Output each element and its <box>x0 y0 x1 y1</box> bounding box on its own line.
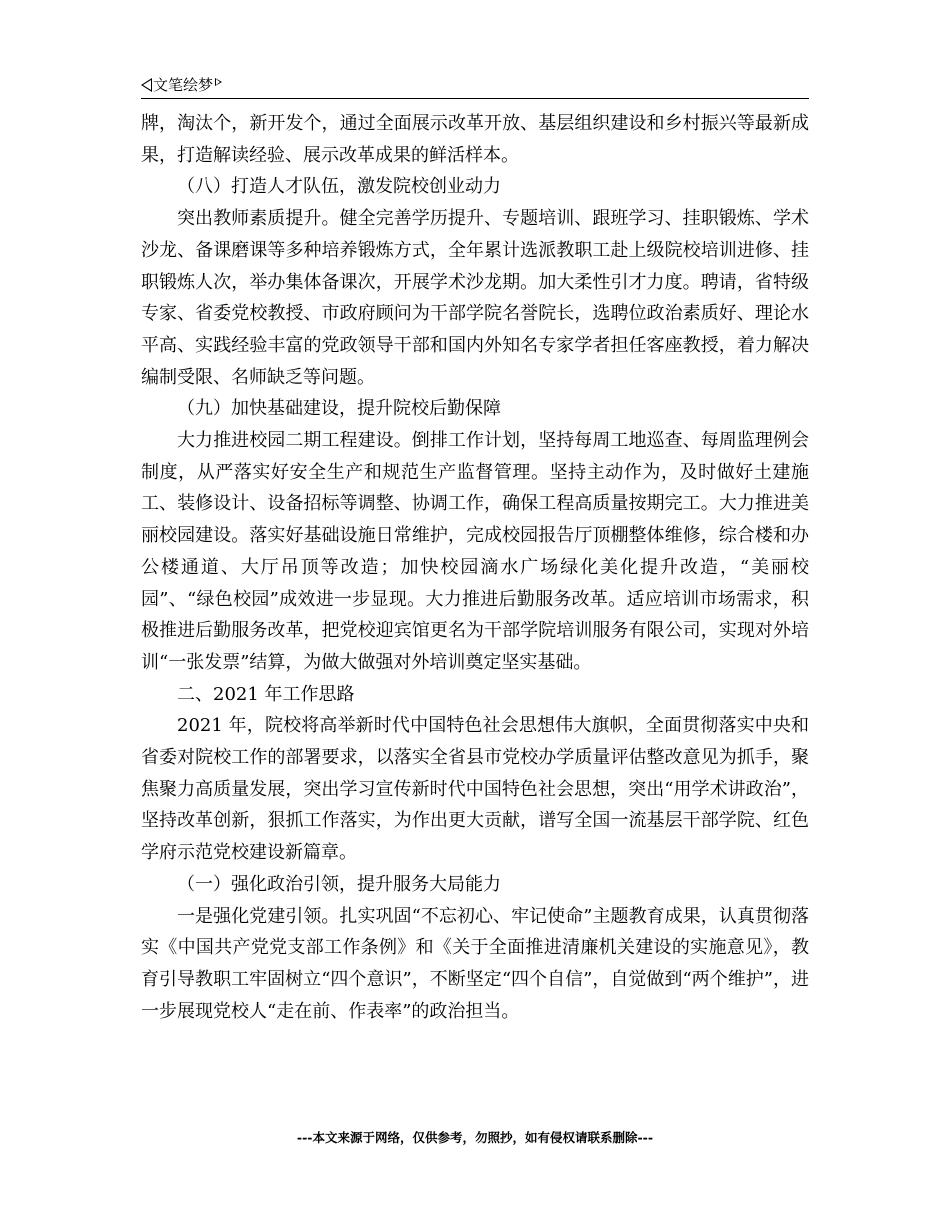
section-heading: （八）打造人才队伍，激发院校创业动力 <box>177 176 501 198</box>
header-brand <box>141 74 222 96</box>
body-paragraph: 突出教师素质提升。健全完善学历提升、专题培训、跟班学习、挂职锻炼、学术沙龙、备课磨课等多种培养锻炼方式，全年累计选派教职工赴上级院校培训进修、挂职锻炼人次，举办集体备课次，开展学术沙龙期。加大柔性引才力度。聘请，省特级专家、省委党校教授、市政府顾问为干部学院名誉院长，选聘位政治素质好、理论水平高、实践经验丰富的党政领导干部和国内外知名专家学者担任客座教授，着力解决编制受限、名师缺乏等问题。 <box>141 208 809 388</box>
brand-text: 文笔绘梦 <box>153 76 214 94</box>
triangle-right-outline-icon <box>215 78 222 86</box>
section-heading: （一）强化政治引领，提升服务大局能力 <box>177 873 501 895</box>
continuation-paragraph: 牌，淘汰个，新开发个，通过全面展示改革开放、基层组织建设和乡村振兴等最新成果，打造解读经验、展示改革成果的鲜活样本。 <box>141 113 809 166</box>
section-heading: 二、2021 年工作思路 <box>177 683 355 705</box>
body-paragraph: 2021 年，院校将高举新时代中国特色社会思想伟大旗帜，全面贯彻落实中央和省委对院校工作的部署要求，以落实全省县市党校办学质量评估整改意见为抓手，聚焦聚力高质量发展，突出学习宣传新时代中国特色社会思想，突出“用学术讲政治”，坚持改革创新，狠抓工作落实，为作出更大贡献，谱写全国一流基层干部学院、红色学府示范党校建设新篇章。 <box>141 715 809 864</box>
triangle-left-outline-icon <box>141 78 152 92</box>
footer-notice: ---本文来源于网络，仅供参考，勿照抄，如有侵权请联系删除--- <box>296 1130 654 1145</box>
body-paragraph: 一是强化党建引领。扎实巩固“不忘初心、牢记使命”主题教育成果，认真贯彻落实《中国共产党党支部工作条例》和《关于全面推进清廉机关建设的实施意见》，教育引导教职工牢固树立“四个意识”，不断坚定“四个自信”，自觉做到“两个维护”，进一步展现党校人“走在前、作表率”的政治担当。 <box>141 905 809 1022</box>
page-header <box>141 74 809 99</box>
section-heading: （九）加快基础建设，提升院校后勤保障 <box>177 398 501 420</box>
body-paragraph: 大力推进校园二期工程建设。倒排工作计划，坚持每周工地巡查、每周监理例会制度，从严落实好安全生产和规范生产监督管理。坚持主动作为，及时做好土建施工、装修设计、设备招标等调整、协调工作，确保工程高质量按期完工。大力推进美丽校园建设。落实好基础设施日常维护，完成校园报告厅顶棚整体维修，综合楼和办公楼通道、大厅吊顶等改造；加快校园滴水广场绿化美化提升改造，“美丽校园”、“绿色校园”成效进一步显现。大力推进后勤服务改革。适应培训市场需求，积极推进后勤服务改革，把党校迎宾馆更名为干部学院培训服务有限公司，实现对外培训“一张发票”结算，为做大做强对外培训奠定坚实基础。 <box>141 430 809 673</box>
document-body <box>141 108 809 1027</box>
